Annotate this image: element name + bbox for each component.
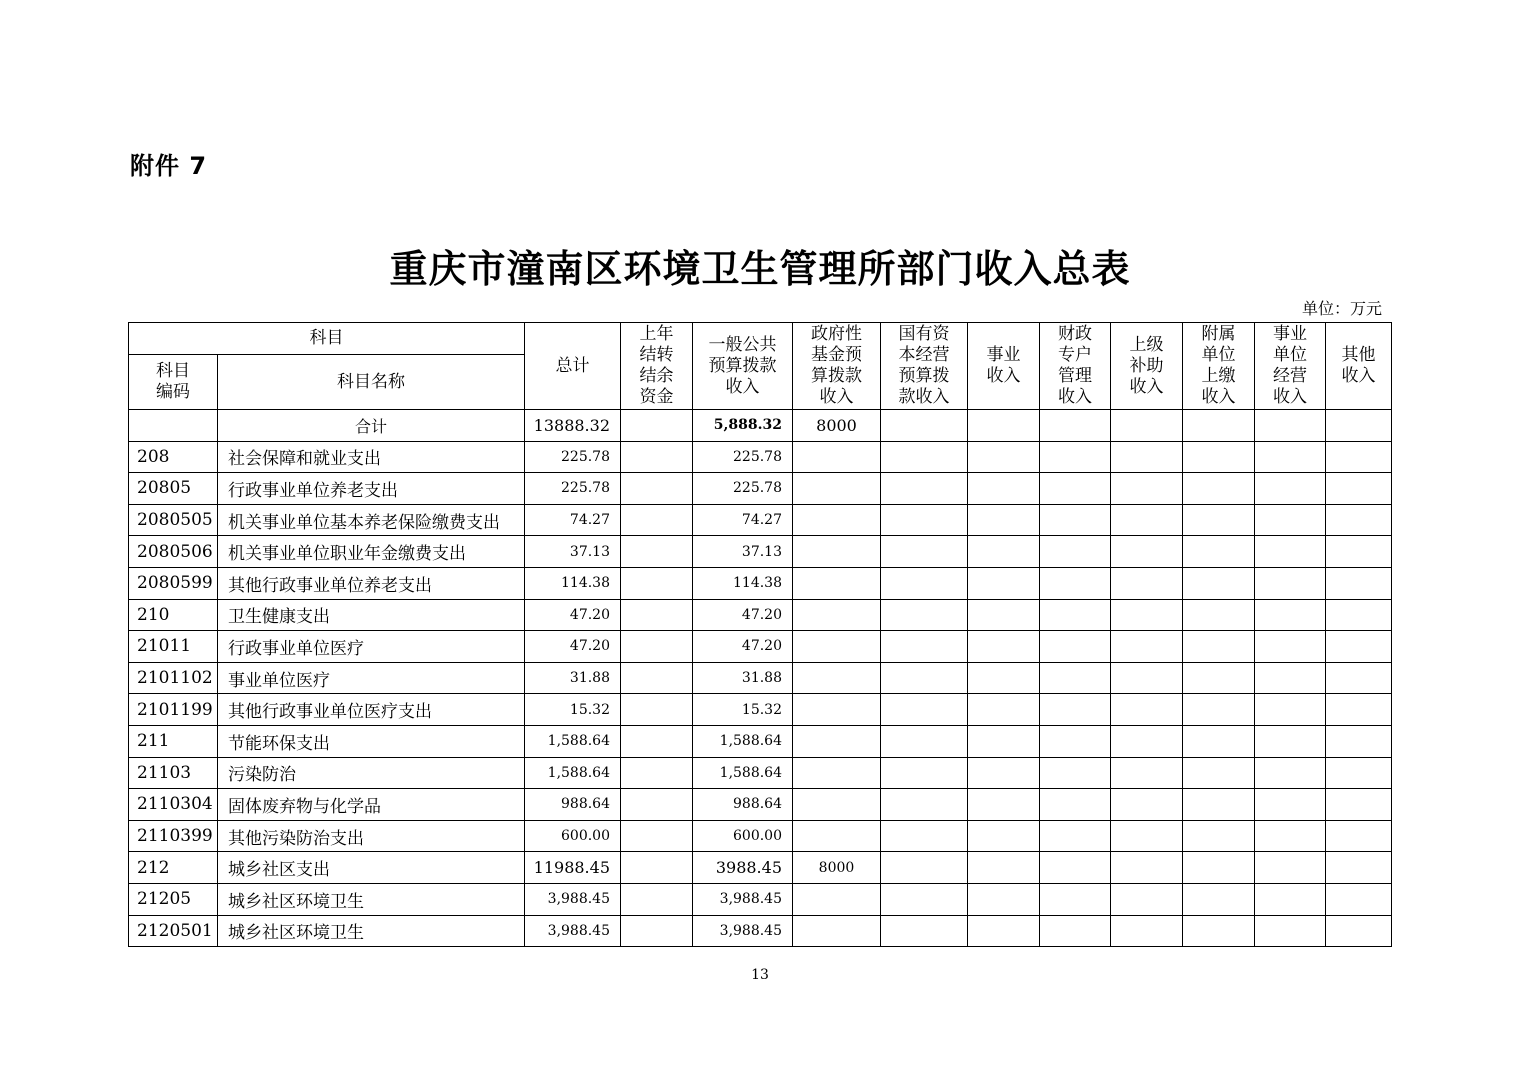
row-total: 3,988.45 [525, 883, 621, 915]
empty-cell [1183, 757, 1255, 789]
header-other: 其他 收入 [1326, 323, 1392, 410]
empty-cell [1326, 662, 1392, 694]
row-name: 其他污染防治支出 [218, 820, 525, 852]
empty-cell [1255, 473, 1326, 505]
row-name: 城乡社区环境卫生 [218, 915, 525, 947]
row-general-budget: 74.27 [693, 504, 793, 536]
table-row [129, 757, 1392, 789]
empty-cell [1183, 883, 1255, 915]
row-gov-fund [793, 757, 881, 789]
empty-cell [1326, 883, 1392, 915]
header-business-income: 事业 收入 [968, 323, 1040, 410]
row-name: 行政事业单位医疗 [218, 631, 525, 663]
header-subject: 科目 [129, 323, 525, 355]
empty-cell [1255, 820, 1326, 852]
empty-cell [968, 725, 1040, 757]
row-code: 2101102 [129, 662, 218, 694]
row-code: 2110304 [129, 789, 218, 821]
empty-cell [1255, 694, 1326, 726]
empty-cell [1326, 599, 1392, 631]
empty-cell [1111, 757, 1183, 789]
empty-cell [1326, 852, 1392, 884]
empty-cell [1255, 852, 1326, 884]
row-carryover [621, 599, 693, 631]
empty-cell [1255, 662, 1326, 694]
empty-cell [1255, 536, 1326, 568]
row-carryover [621, 536, 693, 568]
empty-cell [1255, 725, 1326, 757]
empty-cell [1111, 883, 1183, 915]
empty-cell [1326, 631, 1392, 663]
empty-cell [968, 852, 1040, 884]
attachment-label: 附件 7 [130, 152, 208, 180]
empty-cell [968, 599, 1040, 631]
summary-carryover-cell [621, 410, 693, 442]
empty-cell [1111, 410, 1183, 442]
row-general-budget: 31.88 [693, 662, 793, 694]
empty-cell [968, 441, 1040, 473]
empty-cell [1255, 883, 1326, 915]
row-total: 1,588.64 [525, 725, 621, 757]
empty-cell [1326, 536, 1392, 568]
empty-cell [881, 852, 968, 884]
row-gov-fund [793, 567, 881, 599]
row-code: 2120501 [129, 915, 218, 947]
empty-cell [1326, 725, 1392, 757]
row-carryover [621, 757, 693, 789]
empty-cell [1111, 852, 1183, 884]
table-row [129, 441, 1392, 473]
empty-cell [1183, 410, 1255, 442]
row-total: 3,988.45 [525, 915, 621, 947]
empty-cell [1040, 883, 1111, 915]
empty-cell [968, 694, 1040, 726]
row-code: 210 [129, 599, 218, 631]
empty-cell [1326, 567, 1392, 599]
empty-cell [1183, 536, 1255, 568]
row-code: 2110399 [129, 820, 218, 852]
empty-cell [881, 631, 968, 663]
table-row [129, 473, 1392, 505]
row-gov-fund [793, 441, 881, 473]
row-gov-fund [793, 473, 881, 505]
empty-cell [1111, 631, 1183, 663]
header-state-capital: 国有资 本经营 预算拨 款收入 [881, 323, 968, 410]
empty-cell [968, 567, 1040, 599]
unit-label: 单位：万元 [1301, 299, 1382, 318]
empty-cell [1183, 441, 1255, 473]
empty-cell [881, 883, 968, 915]
table-row [129, 599, 1392, 631]
empty-cell [1040, 820, 1111, 852]
empty-cell [1040, 504, 1111, 536]
page-number: 13 [751, 967, 769, 983]
summary-total: 13888.32 [525, 410, 621, 442]
row-gov-fund: 8000 [793, 852, 881, 884]
table-row [129, 915, 1392, 947]
empty-cell [1326, 694, 1392, 726]
row-carryover [621, 915, 693, 947]
empty-cell [1326, 757, 1392, 789]
empty-cell [1183, 789, 1255, 821]
empty-cell [968, 662, 1040, 694]
empty-cell [881, 567, 968, 599]
row-general-budget: 600.00 [693, 820, 793, 852]
row-gov-fund [793, 599, 881, 631]
empty-cell [1040, 441, 1111, 473]
empty-cell [1326, 473, 1392, 505]
row-name: 城乡社区支出 [218, 852, 525, 884]
header-affiliated: 附属 单位 上缴 收入 [1183, 323, 1255, 410]
empty-cell [881, 820, 968, 852]
table-row [129, 725, 1392, 757]
empty-cell [1040, 662, 1111, 694]
empty-cell [1326, 441, 1392, 473]
row-carryover [621, 473, 693, 505]
row-name: 其他行政事业单位养老支出 [218, 567, 525, 599]
row-name: 城乡社区环境卫生 [218, 883, 525, 915]
empty-cell [1183, 631, 1255, 663]
empty-cell [1111, 725, 1183, 757]
empty-cell [1111, 473, 1183, 505]
empty-cell [1255, 789, 1326, 821]
summary-label: 合计 [218, 410, 525, 442]
row-carryover [621, 441, 693, 473]
row-carryover [621, 883, 693, 915]
empty-cell [968, 820, 1040, 852]
table-row [129, 820, 1392, 852]
empty-cell [1255, 757, 1326, 789]
row-total: 31.88 [525, 662, 621, 694]
document-title: 重庆市潼南区环境卫生管理所部门收入总表 [389, 246, 1131, 291]
row-gov-fund [793, 915, 881, 947]
row-gov-fund [793, 504, 881, 536]
row-total: 988.64 [525, 789, 621, 821]
row-code: 21205 [129, 883, 218, 915]
empty-cell [1111, 662, 1183, 694]
header-code: 科目 编码 [129, 355, 218, 410]
row-total: 47.20 [525, 599, 621, 631]
header-operating: 事业 单位 经营 收入 [1255, 323, 1326, 410]
row-name: 机关事业单位职业年金缴费支出 [218, 536, 525, 568]
empty-cell [1111, 915, 1183, 947]
row-name: 固体废弃物与化学品 [218, 789, 525, 821]
row-code: 2080599 [129, 567, 218, 599]
row-total: 225.78 [525, 441, 621, 473]
empty-cell [1255, 410, 1326, 442]
empty-cell [881, 410, 968, 442]
empty-cell [881, 441, 968, 473]
row-general-budget: 3,988.45 [693, 883, 793, 915]
empty-cell [1111, 504, 1183, 536]
header-name: 科目名称 [218, 355, 525, 410]
row-carryover [621, 725, 693, 757]
header-total: 总计 [525, 323, 621, 410]
row-general-budget: 47.20 [693, 599, 793, 631]
header-superior-subsidy: 上级 补助 收入 [1111, 323, 1183, 410]
row-code: 211 [129, 725, 218, 757]
row-code: 2080505 [129, 504, 218, 536]
row-gov-fund [793, 694, 881, 726]
row-total: 15.32 [525, 694, 621, 726]
row-carryover [621, 852, 693, 884]
row-name: 卫生健康支出 [218, 599, 525, 631]
empty-cell [1040, 725, 1111, 757]
header-special-account: 财政 专户 管理 收入 [1040, 323, 1111, 410]
empty-cell [1255, 504, 1326, 536]
summary-row [129, 410, 1392, 442]
row-general-budget: 988.64 [693, 789, 793, 821]
empty-cell [1111, 441, 1183, 473]
empty-cell [1040, 789, 1111, 821]
row-total: 114.38 [525, 567, 621, 599]
row-code: 2080506 [129, 536, 218, 568]
empty-cell [1040, 473, 1111, 505]
row-carryover [621, 789, 693, 821]
table-row [129, 662, 1392, 694]
summary-code-cell [129, 410, 218, 442]
empty-cell [1183, 567, 1255, 599]
row-code: 20805 [129, 473, 218, 505]
row-gov-fund [793, 631, 881, 663]
empty-cell [1183, 599, 1255, 631]
empty-cell [1040, 631, 1111, 663]
empty-cell [968, 473, 1040, 505]
empty-cell [1255, 915, 1326, 947]
row-general-budget: 37.13 [693, 536, 793, 568]
table-row [129, 567, 1392, 599]
empty-cell [881, 725, 968, 757]
empty-cell [1326, 410, 1392, 442]
table-row [129, 631, 1392, 663]
row-general-budget: 225.78 [693, 473, 793, 505]
empty-cell [1111, 789, 1183, 821]
row-name: 行政事业单位养老支出 [218, 473, 525, 505]
empty-cell [1183, 694, 1255, 726]
empty-cell [1040, 757, 1111, 789]
empty-cell [1326, 504, 1392, 536]
empty-cell [1040, 694, 1111, 726]
row-general-budget: 47.20 [693, 631, 793, 663]
row-name: 社会保障和就业支出 [218, 441, 525, 473]
empty-cell [1255, 599, 1326, 631]
row-total: 225.78 [525, 473, 621, 505]
row-general-budget: 1,588.64 [693, 725, 793, 757]
empty-cell [1111, 536, 1183, 568]
row-carryover [621, 504, 693, 536]
empty-cell [1040, 410, 1111, 442]
empty-cell [881, 536, 968, 568]
row-name: 污染防治 [218, 757, 525, 789]
row-name: 节能环保支出 [218, 725, 525, 757]
row-gov-fund [793, 789, 881, 821]
row-general-budget: 3988.45 [693, 852, 793, 884]
empty-cell [1326, 789, 1392, 821]
empty-cell [1183, 915, 1255, 947]
empty-cell [1040, 536, 1111, 568]
empty-cell [1183, 852, 1255, 884]
empty-cell [1111, 567, 1183, 599]
row-total: 11988.45 [525, 852, 621, 884]
empty-cell [1183, 504, 1255, 536]
empty-cell [881, 757, 968, 789]
row-general-budget: 15.32 [693, 694, 793, 726]
empty-cell [1183, 473, 1255, 505]
empty-cell [1255, 567, 1326, 599]
row-gov-fund [793, 725, 881, 757]
table-row [129, 504, 1392, 536]
row-name: 机关事业单位基本养老保险缴费支出 [218, 504, 525, 536]
table-row [129, 789, 1392, 821]
empty-cell [1040, 599, 1111, 631]
row-carryover [621, 820, 693, 852]
summary-general: 5,888.32 [693, 410, 793, 442]
empty-cell [968, 504, 1040, 536]
row-code: 21103 [129, 757, 218, 789]
empty-cell [1326, 915, 1392, 947]
empty-cell [1183, 725, 1255, 757]
empty-cell [1040, 567, 1111, 599]
row-gov-fund [793, 662, 881, 694]
empty-cell [1255, 631, 1326, 663]
empty-cell [968, 789, 1040, 821]
empty-cell [1326, 820, 1392, 852]
table-row [129, 536, 1392, 568]
table-row [129, 883, 1392, 915]
row-code: 208 [129, 441, 218, 473]
row-total: 37.13 [525, 536, 621, 568]
row-general-budget: 3,988.45 [693, 915, 793, 947]
empty-cell [1255, 441, 1326, 473]
row-general-budget: 1,588.64 [693, 757, 793, 789]
row-gov-fund [793, 883, 881, 915]
empty-cell [881, 599, 968, 631]
header-gov-fund: 政府性 基金预 算拨款 收入 [793, 323, 881, 410]
row-code: 212 [129, 852, 218, 884]
income-summary-table [128, 322, 1392, 947]
row-code: 21011 [129, 631, 218, 663]
empty-cell [968, 410, 1040, 442]
empty-cell [1111, 820, 1183, 852]
empty-cell [968, 883, 1040, 915]
row-carryover [621, 631, 693, 663]
row-total: 47.20 [525, 631, 621, 663]
empty-cell [881, 789, 968, 821]
table-row [129, 852, 1392, 884]
row-carryover [621, 662, 693, 694]
empty-cell [1183, 662, 1255, 694]
row-carryover [621, 694, 693, 726]
row-total: 600.00 [525, 820, 621, 852]
header-carryover: 上年 结转 结余 资金 [621, 323, 693, 410]
row-total: 1,588.64 [525, 757, 621, 789]
row-gov-fund [793, 820, 881, 852]
row-name: 其他行政事业单位医疗支出 [218, 694, 525, 726]
empty-cell [881, 662, 968, 694]
empty-cell [1040, 852, 1111, 884]
empty-cell [1040, 915, 1111, 947]
empty-cell [968, 915, 1040, 947]
empty-cell [881, 504, 968, 536]
empty-cell [968, 536, 1040, 568]
table-row [129, 694, 1392, 726]
empty-cell [1111, 599, 1183, 631]
row-general-budget: 114.38 [693, 567, 793, 599]
row-general-budget: 225.78 [693, 441, 793, 473]
empty-cell [1183, 820, 1255, 852]
header-general-budget: 一般公共 预算拨款 收入 [693, 323, 793, 410]
empty-cell [881, 694, 968, 726]
empty-cell [881, 915, 968, 947]
row-name: 事业单位医疗 [218, 662, 525, 694]
row-code: 2101199 [129, 694, 218, 726]
row-carryover [621, 567, 693, 599]
empty-cell [968, 757, 1040, 789]
row-total: 74.27 [525, 504, 621, 536]
row-gov-fund [793, 536, 881, 568]
empty-cell [881, 473, 968, 505]
empty-cell [968, 631, 1040, 663]
empty-cell [1111, 694, 1183, 726]
summary-gov-fund: 8000 [793, 410, 881, 442]
